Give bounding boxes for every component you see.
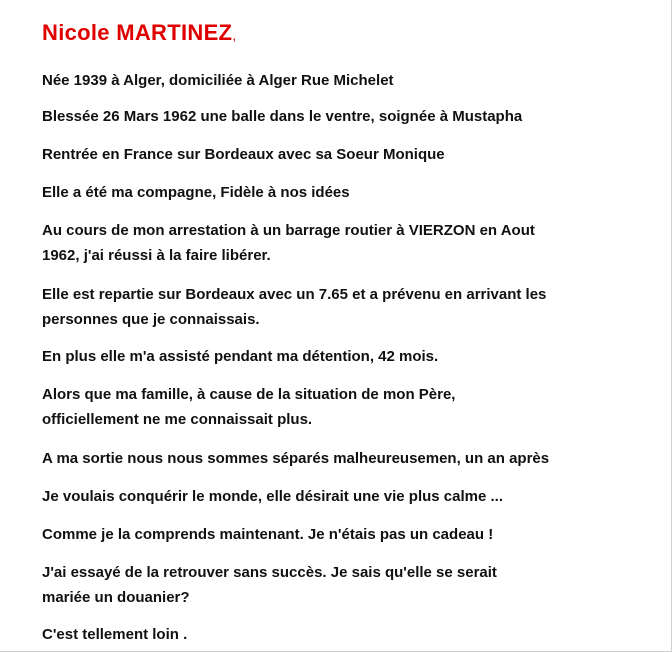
- line-wounded: Blessée 26 Mars 1962 une balle dans le ventre, soignée à Mustapha: [42, 108, 523, 125]
- line-bordeaux-1: Elle est repartie sur Bordeaux avec un 7.65 et a prévenu en arrivant les: [42, 286, 547, 303]
- line-search-2: mariée un douanier?: [42, 589, 190, 606]
- line-world: Je voulais conquérir le monde, elle désirait une vie plus calme ...: [42, 488, 504, 505]
- line-family-2: officiellement ne me connaissait plus.: [42, 411, 313, 428]
- document-title-line: [42, 20, 237, 46]
- line-search-1: J'ai essayé de la retrouver sans succès. Je sais qu'elle se serait: [42, 564, 497, 581]
- line-understand: Comme je la comprends maintenant. Je n'étais pas un cadeau !: [42, 526, 494, 543]
- line-birth: Née 1939 à Alger, domiciliée à Alger Rue Michelet: [42, 72, 394, 89]
- line-arrest-1: Au cours de mon arrestation à un barrage routier à VIERZON en Aout: [42, 222, 535, 239]
- document-title: Nicole MARTINEZ: [42, 20, 233, 45]
- line-separation: A ma sortie nous nous sommes séparés malheureusemen, un an après: [42, 450, 550, 467]
- line-arrest-2: 1962, j'ai réussi à la faire libérer.: [42, 247, 271, 264]
- line-family-1: Alors que ma famille, à cause de la situation de mon Père,: [42, 386, 456, 403]
- line-bordeaux-2: personnes que je connaissais.: [42, 311, 260, 328]
- line-far-away: C'est tellement loin .: [42, 626, 188, 643]
- title-comma: ,: [232, 27, 237, 43]
- line-return-france: Rentrée en France sur Bordeaux avec sa Soeur Monique: [42, 146, 445, 163]
- line-detention: En plus elle m'a assisté pendant ma détention, 42 mois.: [42, 348, 439, 365]
- line-companion: Elle a été ma compagne, Fidèle à nos idées: [42, 184, 350, 201]
